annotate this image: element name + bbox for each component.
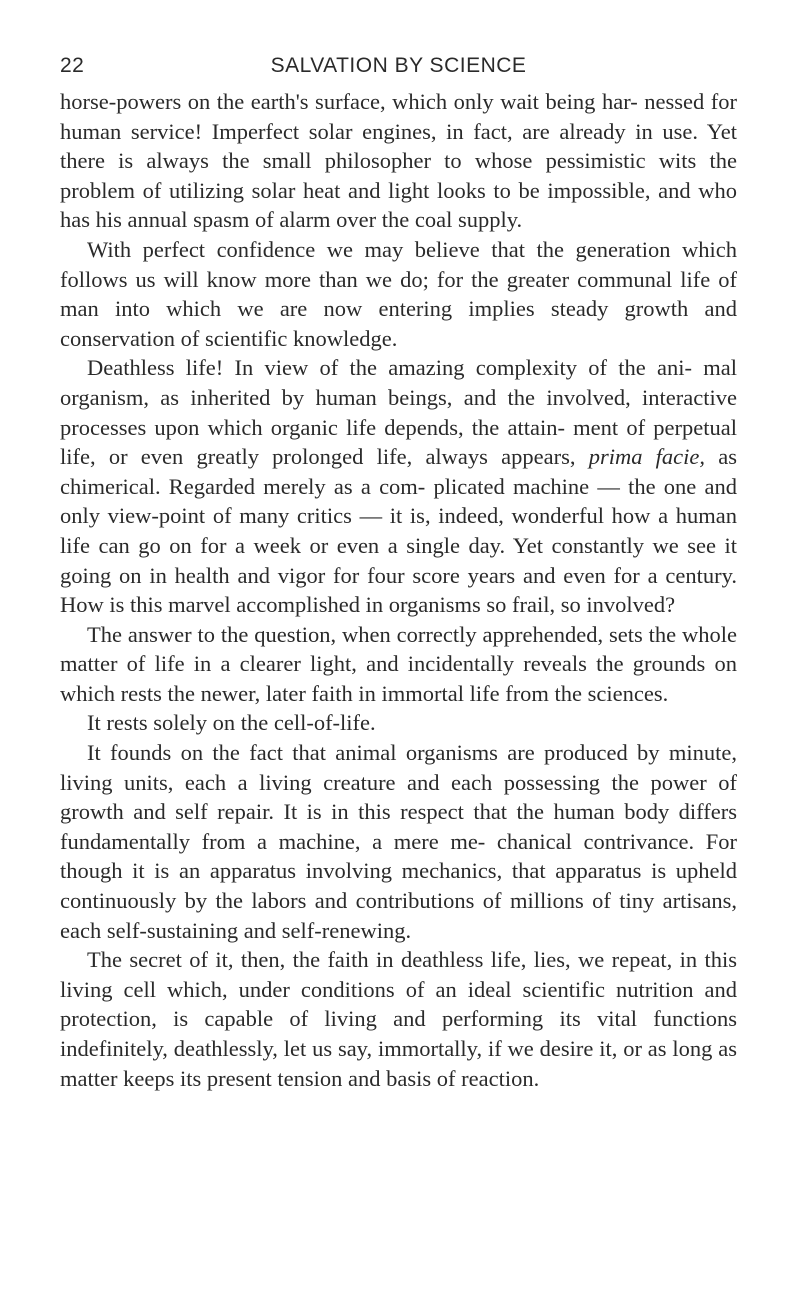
paragraph: With perfect confidence we may believe that the generation which follows us will know more than we do; for the greater communal life of man into which we are now entering implies steady growth and conservation of scientific knowledge.	[60, 236, 737, 351]
paragraph-continued: horse-powers on the earth's surface, which only wait being har- nessed for human service! Imperfect solar engines, in fact, are already in use. Yet there is always the small philosopher to whose pessimistic wits the problem of utilizing solar heat and light looks to be impossible, and who has his annual spasm of alarm over the coal supply.	[60, 89, 737, 233]
paragraph: It rests solely on the cell-of-life.	[87, 710, 376, 736]
paragraph	[60, 353, 737, 619]
paragraph: The answer to the question, when correctly apprehended, sets the whole matter of life in a clearer light, and incidentally reveals the grounds on which rests the newer, later faith in immortal life from the sciences.	[60, 621, 737, 706]
italic-phrase: prima facie,	[588, 444, 706, 470]
running-head	[60, 54, 737, 88]
paragraph: The secret of it, then, the faith in deathless life, lies, we repeat, in this living cell which, under conditions of an ideal scientific nutrition and protection, is capable of living and performing its vital functions indefinitely, deathlessly, let us say, immortally, if we desire it, or as long as matter keeps its present tension and basis of reaction.	[60, 947, 737, 1091]
paragraph-text: Deathless life! In view of the amazing complexity of the ani- mal organism, as inherited by human beings, and the involved, interactive processes upon which organic life depends, the attain- ment of perpetual life, or even greatly prolonged life, always appears,	[60, 355, 737, 470]
paragraph: It founds on the fact that animal organisms are produced by minute, living units, each a living creature and each possessing the power of growth and self repair. It is in this respect that the human body differs fundamentally from a machine, a mere me- chanical contrivance. For though it is an apparatus involving mechanics, that apparatus is upheld continuously by the labors and contributions of millions of tiny artisans, each self-sustaining and self-renewing.	[60, 740, 737, 943]
body-text	[60, 87, 737, 1093]
paragraph-text: as chimerical. Regarded merely as a com- plicated machine — the one and only view-point of many critics — it is, indeed, wonderful how a human life can go on for a week or even a single day. Yet constantly we see it going on in health and vigor for four score years and even for a century. How is this marvel accomplished in organisms so frail, so involved?	[60, 444, 737, 618]
page-number: 22	[60, 54, 85, 77]
running-title: SALVATION BY SCIENCE	[270, 54, 527, 77]
